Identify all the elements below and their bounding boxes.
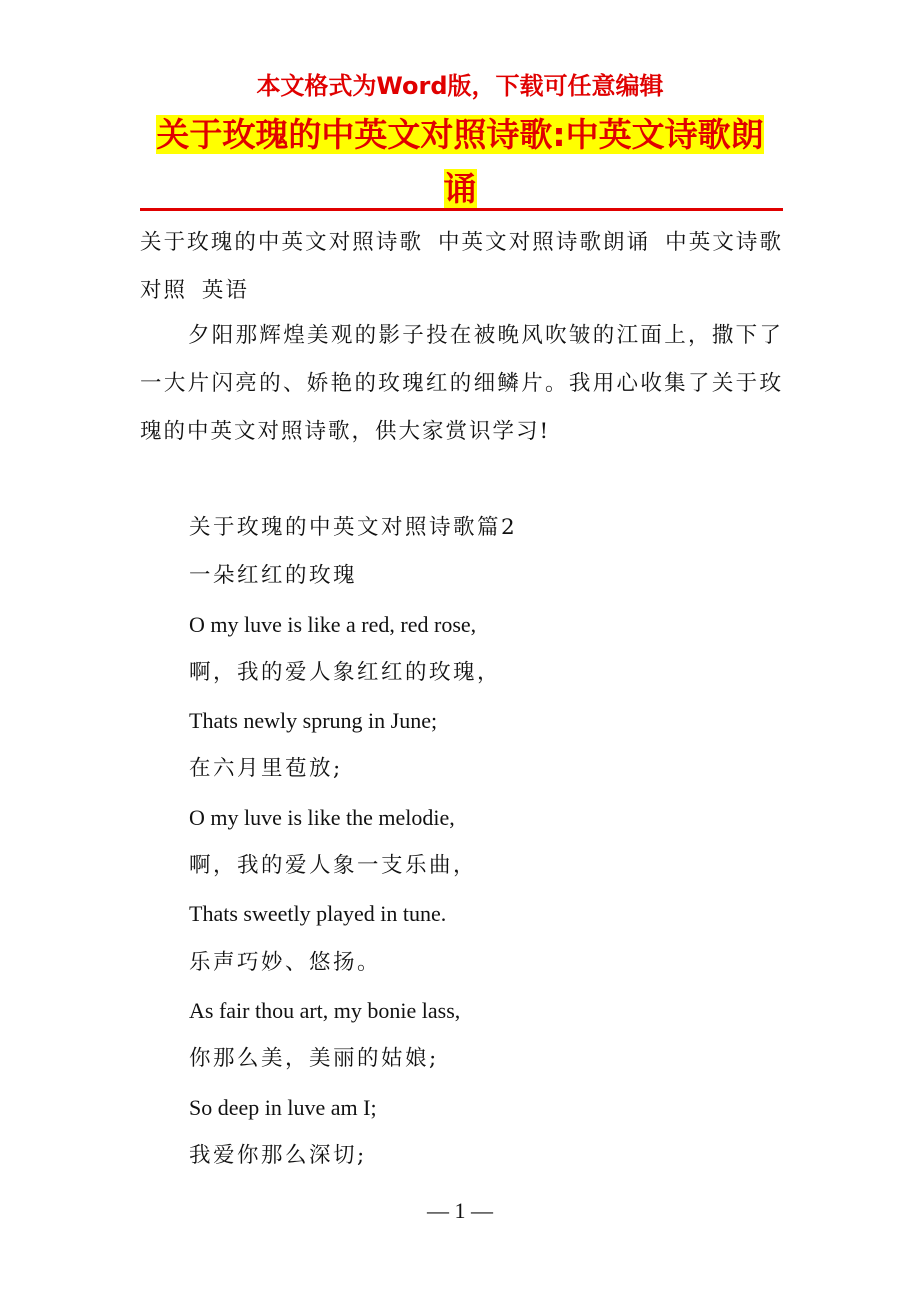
page-number: — 1 — bbox=[427, 1198, 493, 1223]
intro-paragraph: 夕阳那辉煌美观的影子投在被晚风吹皱的江面上，撒下了一大片闪亮的、娇艳的玫瑰红的细鳞片。我用心收集了关于玫瑰的中英文对照诗歌，供大家赏识学习! bbox=[140, 323, 783, 444]
title-divider bbox=[140, 208, 783, 211]
poem-line: Thats sweetly played in tune. bbox=[189, 901, 447, 927]
poem-line: 乐声巧妙、悠扬。 bbox=[189, 949, 382, 975]
poem-line: 我爱你那么深切; bbox=[189, 1142, 367, 1168]
document-title-text: 关于玫瑰的中英文对照诗歌:中英文诗歌朗诵 bbox=[156, 115, 764, 208]
document-title bbox=[140, 108, 780, 216]
poem-line: 啊，我的爱人象红红的玫瑰， bbox=[189, 659, 502, 685]
poem-line: Thats newly sprung in June; bbox=[189, 708, 438, 734]
format-notice-banner: 本文格式为Word版，下载可任意编辑 bbox=[256, 72, 664, 100]
poem-line: O my luve is like the melodie, bbox=[189, 804, 455, 830]
poem-line: As fair thou art, my bonie lass, bbox=[189, 997, 461, 1023]
poem-line: So deep in luve am I; bbox=[189, 1094, 377, 1120]
poem-line: 啊，我的爱人象一支乐曲， bbox=[189, 853, 478, 879]
poem-line: 你那么美，美丽的姑娘; bbox=[189, 1046, 439, 1072]
poem-heading: 关于玫瑰的中英文对照诗歌篇2 bbox=[189, 515, 518, 540]
poem-line: 在六月里苞放; bbox=[189, 756, 343, 782]
keyword-tags: 关于玫瑰的中英文对照诗歌 中英文对照诗歌朗诵 中英文诗歌对照 英语 bbox=[140, 230, 783, 303]
poem-line: 一朵红红的玫瑰 bbox=[189, 563, 358, 589]
poem-line: O my luve is like a red, red rose, bbox=[189, 611, 477, 637]
poem-section bbox=[189, 504, 783, 1180]
